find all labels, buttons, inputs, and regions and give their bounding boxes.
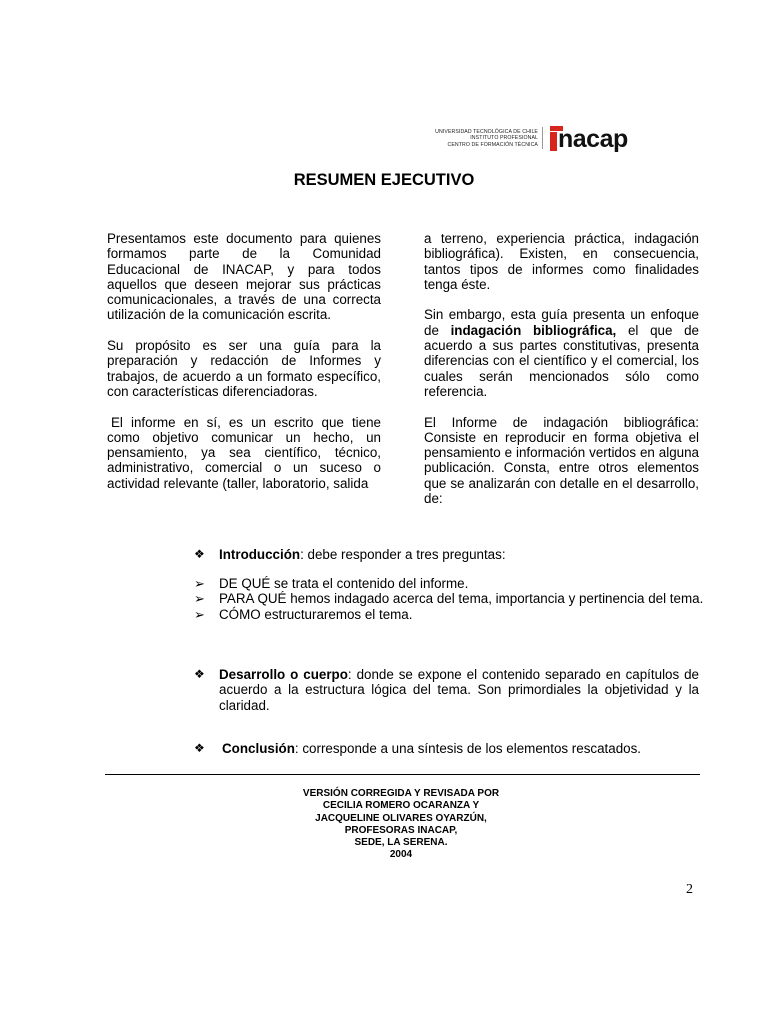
paragraph: a terreno, experiencia práctica, indagación bibliográfica). Existen, en consecuencia, tantos tipos de informes como finalidades tenga éste. (424, 231, 699, 292)
credit-line: SEDE, LA SERENA. (354, 837, 448, 849)
list-item-text: DE QUÉ se trata el contenido del informe. (219, 576, 469, 591)
paragraph-text: el que de acuerdo a sus partes constitutivas, presenta diferencias con el científico y el comercial, los cuales serán mencionados sólo como referencia. (424, 322, 699, 399)
credit-line: 2004 (389, 849, 413, 861)
credit-line: CECILIA ROMERO OCARANZA Y (322, 800, 480, 812)
credit-line: VERSIÓN CORREGIDA Y REVISADA POR (302, 788, 500, 799)
bullet-desarrollo (194, 667, 699, 713)
left-column (107, 231, 381, 506)
institution-line: INSTITUTO PROFESIONAL (470, 135, 538, 142)
right-column (424, 231, 699, 522)
diamond-bullet-icon: ❖ (194, 667, 205, 681)
paragraph: Su propósito es ser una guía para la preparación y redacción de Informes y trabajos, de acuerdo a un formato específico, con características diferenciadoras. (107, 338, 381, 399)
bullet-conclusion (194, 741, 704, 756)
bullet-label: Desarrollo o cuerpo (219, 667, 348, 682)
logo-i-stem (550, 132, 557, 151)
page-title: RESUMEN EJECUTIVO (293, 171, 475, 189)
bullet-label: Conclusión (222, 741, 295, 756)
paragraph (424, 307, 699, 399)
bullet-introduccion (194, 547, 704, 562)
institution-lines (420, 129, 538, 148)
logo-divider (542, 127, 543, 149)
horizontal-divider (105, 774, 700, 775)
institution-line: CENTRO DE FORMACIÓN TÉCNICA (447, 141, 538, 148)
bullet-label: Introducción (219, 547, 301, 562)
inacap-logo (550, 124, 650, 154)
bullet-text: : donde se expone el contenido separado en capítulos de acuerdo a la estructura lógica del tema. Son primordiales la objetividad y la claridad. (219, 667, 700, 713)
arrow-bullet-icon: ➢ (194, 606, 205, 622)
credits-block (0, 788, 768, 862)
page-number: 2 (686, 882, 693, 897)
emphasis-text: indagación bibliográfica, (450, 322, 617, 338)
paragraph: Presentamos este documento para quienes formamos parte de la Comunidad Educacional de INACAP, y para todos aquellos que deseen mejorar sus prácticas comunicacionales, a través de una correcta utilización de la comunicación escrita. (107, 231, 381, 323)
arrow-bullet-icon: ➢ (194, 576, 205, 591)
list-item (194, 576, 704, 591)
bullet-text: : corresponde a una síntesis de los elementos rescatados. (294, 741, 642, 756)
diamond-bullet-icon: ❖ (194, 547, 205, 561)
diamond-bullet-icon: ❖ (194, 741, 205, 755)
paragraph: El informe en sí, es un escrito que tiene como objetivo comunicar un hecho, un pensamiento, ya sea científico, técnico, administrativo, comercial o un suceso o actividad relevante (taller, laboratorio, salida (107, 414, 381, 491)
logo-wordmark: nacap (558, 125, 628, 153)
list-item (194, 591, 704, 606)
credit-line: PROFESORAS INACAP, (344, 824, 458, 836)
list-item-text: PARA QUÉ hemos indagado acerca del tema, importancia y pertinencia del tema. (219, 591, 704, 607)
paragraph-text: Sin embargo, esta guía presenta un enfoque de (424, 307, 699, 338)
list-item-text: CÓMO estructuraremos el tema. (219, 606, 413, 622)
arrow-bullet-icon: ➢ (194, 591, 205, 607)
bullet-text: : debe responder a tres preguntas: (300, 547, 506, 562)
institution-line: UNIVERSIDAD TECNOLÓGICA DE CHILE (435, 129, 538, 135)
list-item (194, 607, 704, 622)
credit-line: JACQUELINE OLIVARES OYARZÚN, (315, 812, 487, 824)
paragraph: El Informe de indagación bibliográfica: Consiste en reproducir en forma objetiva el pensamiento e información vertidos en alguna publicación. Consta, entre otros elementos que se analizarán con detalle en el desarrollo, de: (424, 414, 699, 507)
questions-list (194, 576, 704, 622)
